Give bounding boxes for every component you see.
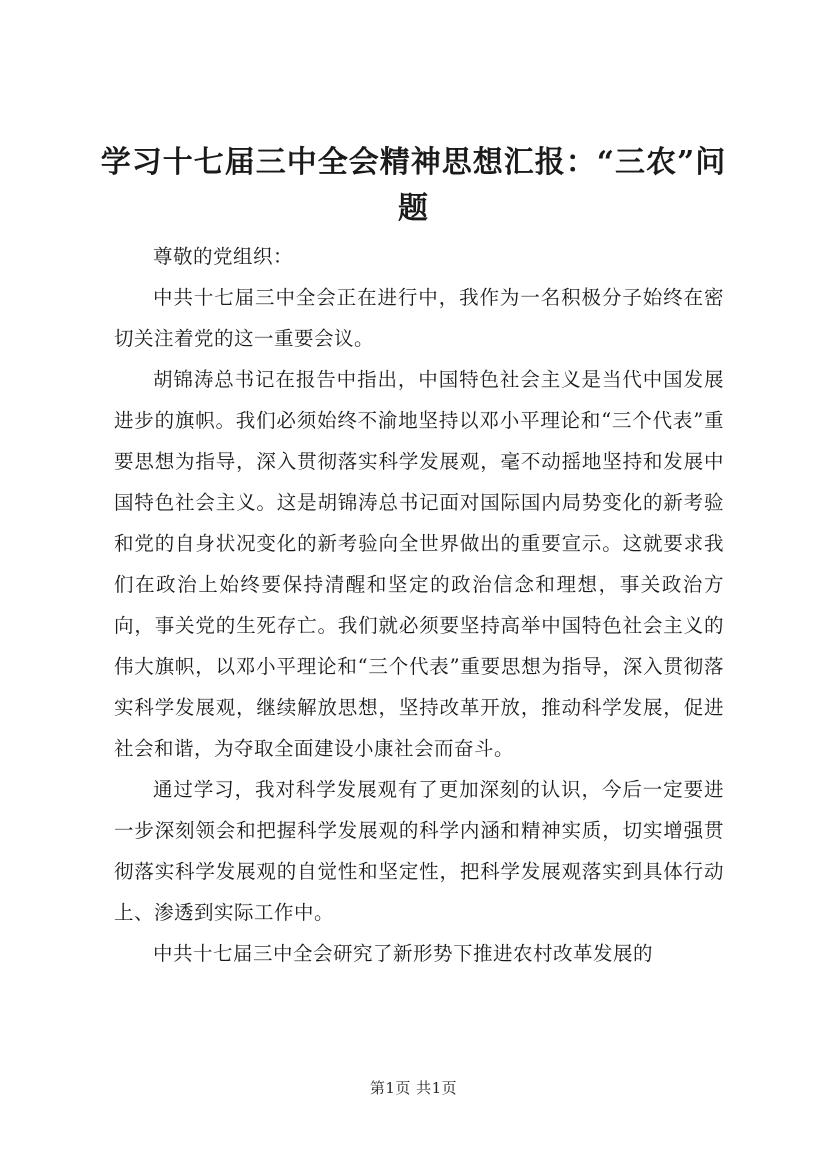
- document-body: [114, 236, 724, 974]
- salutation: 尊敬的党组织：: [153, 245, 294, 268]
- paragraph: 中共十七届三中全会正在进行中，我作为一名积极分子始终在密切关注着党的这一重要会议。: [114, 286, 724, 350]
- paragraph: 胡锦涛总书记在报告中指出，中国特色社会主义是当代中国发展进步的旗帜。我们必须始终不渝地坚持以邓小平理论和“三个代表”重要思想为指导，深入贯彻落实科学发展观，毫不动摇地坚持和发展中国特色社会主义。这是胡锦涛总书记面对国际国内局势变化的新考验和党的自身状况变化的新考验向全世界做出的重要宣示。这就要求我们在政治上始终要保持清醒和坚定的政治信念和理想，事关政治方向，事关党的生死存亡。我们就必须要坚持高举中国特色社会主义的伟大旗帜，以邓小平理论和“三个代表”重要思想为指导，深入贯彻落实科学发展观，继续解放思想，坚持改革开放，推动科学发展，促进社会和谐，为夺取全面建设小康社会而奋斗。: [114, 368, 724, 760]
- paragraph: 通过学习，我对科学发展观有了更加深刻的认识，今后一定要进一步深刻领会和把握科学发展观的科学内涵和精神实质，切实增强贯彻落实科学发展观的自觉性和坚定性，把科学发展观落实到具体行动上、渗透到实际工作中。: [114, 778, 724, 924]
- document-title: 学习十七届三中全会精神思想汇报：“三农”问题: [100, 145, 727, 226]
- paragraph: 中共十七届三中全会研究了新形势下推进农村改革发展的: [153, 942, 654, 965]
- page-number-footer: 第1页 共1页: [369, 1079, 458, 1097]
